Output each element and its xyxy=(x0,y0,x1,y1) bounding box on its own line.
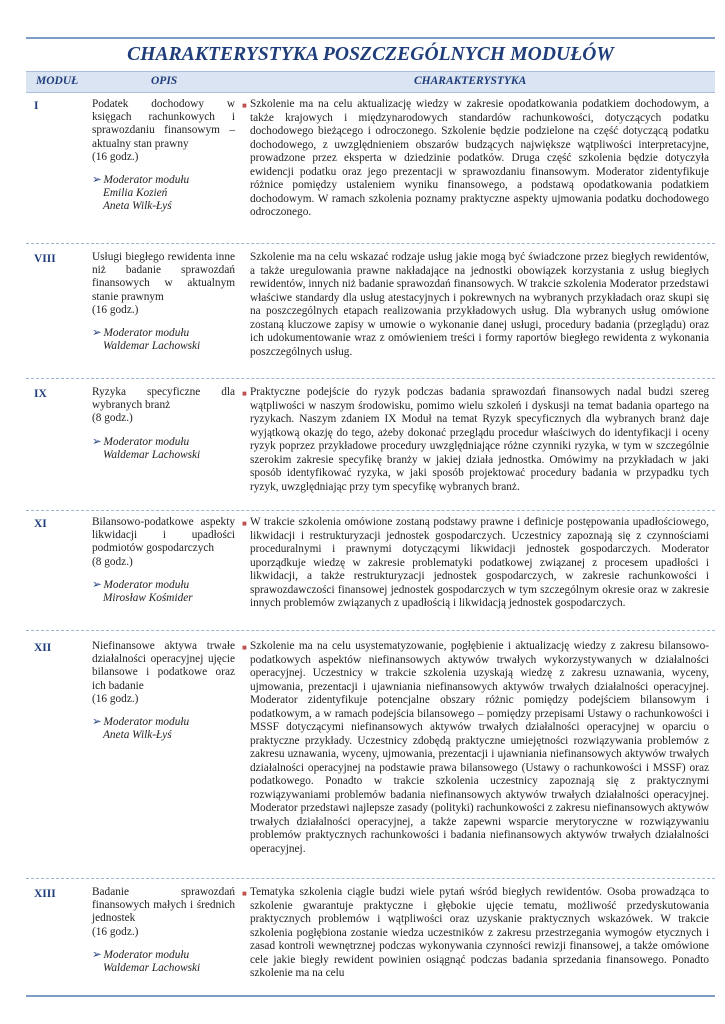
header-modul: MODUŁ xyxy=(36,75,79,87)
module-title: Niefinansowe aktywa trwałe działalności operacyjnej ujęcie bilansowe i podatkowe oraz ich badanie xyxy=(92,640,235,692)
arrow-bullet-icon: ➢ xyxy=(92,948,102,961)
module-number: XII xyxy=(34,642,52,654)
description-text: Szkolenie ma na celu usystematyzowanie, pogłębienie i aktualizację wiedzy z zakresu bilansowo-podatkowych aspektów niefinansowych aktywów trwałych wykorzystywanych w działalności operacyjnej. Uczestnicy w trakcie szkolenia uzyskają wiedzę z zakresu uznawania, wyceny, ujmowania, prezentacji i ujawniania niefinansowych aktywów trwałych działalności operacyjnej. Moderator zidentyfikuje potencjalne obszary różnic pomiędzy podejściem bilansowym i podatkowym, a w ramach podejścia bilansowego – pomiędzy przepisami Ustawy o rachunkowości i MSSF dotyczącymi niefinansowych aktywów trwałych działalności operacyjnej w oparciu o praktyczne przykłady. Uczestnicy zdobędą praktyczne umiejętności rozwiązywania problemów z zakresu uznawania, wyceny, ujmowania, prezentacji i ujawniania niefinansowych aktywów trwałych działalności operacyjnej na podstawie prawa bilansowego (Ustawy o rachunkowości i MSSF) oraz podatkowego. Ponadto w trakcie szkolenia uczestnicy zapoznają się z praktycznymi rozwiązywaniami problemów badania niefinansowych aktywów trwałych działalności operacyjnej. Moderator przedstawi najlepsze zasady (polityki) rachunkowości z zakresu niefinansowych aktywów trwałych działalności operacyjnej, a także zapewni wsparcie merytoryczne w rozwiązywaniu problemów praktycznych rachunkowości i badania niefinansowych aktywów trwałych działalności operacyjnej. xyxy=(250,640,709,855)
module-title: Podatek dochodowy w księgach rachunkowych i sprawozdaniu finansowym – aktualny stan prawny xyxy=(92,98,235,150)
module-row xyxy=(26,514,715,631)
module-title: Usługi biegłego rewidenta inne niż badanie sprawozdań finansowych w aktualnym stanie prawnym xyxy=(92,251,235,303)
description-text: Praktyczne podejście do ryzyk podczas badania sprawozdań finansowych nadal budzi szereg wątpliwości w naszym środowisku, pomimo wielu szkoleń i dyskusji na temat badania opartego na ryzykach. Naszym zdaniem IX Moduł na temat Ryzyk specyficznych dla wybranych branż daje wyjątkową okazję do tego, ażeby dokonać przeglądu procedur właściwych do identyfikacji i oceny ryzyk poprzez przykładowe procedury uwzględniające różne czynniki ryzyka, w tym w szczególnie szerokim zakresie specyfikę branży w jakiej działa jednostka. Omówimy na przykładach w jaki sposób identyfikować ryzyka, w jaki sposób projektować procedury badania w przypadku tych ryzyk, uwzględniając przy tym specyfikę wybranych branż. xyxy=(250,386,709,493)
square-bullet-icon: ■ xyxy=(242,889,247,898)
module-row xyxy=(26,249,715,379)
moderator-label: Moderator modułu xyxy=(103,174,190,187)
module-row xyxy=(26,638,715,879)
module-description xyxy=(242,98,709,220)
module-row xyxy=(26,96,715,244)
module-description xyxy=(250,251,709,359)
moderator-name: Emilia Kozień xyxy=(103,187,168,200)
description-text: Tematyka szkolenia ciągle budzi wiele pytań wśród biegłych rewidentów. Osoba prowadząca to szkolenie gwarantuje praktyczne i głębokie ujęcie tematu, możliwość przedyskutowania praktycznych problemów i wątpliwości oraz uzyskanie praktycznych wskazówek. W trakcie szkolenia pogłębiona zostanie wiedza uczestników z zakresu przestrzegania wymogów etycznych i zasad kontroli wewnętrznej podczas wykonywania czynności rewizji finansowej, a także omówione cele jakie biegły rewident powinien osiągnąć podczas badania sprzedania finansowego. Ponadto szkolenie ma na celu xyxy=(250,886,709,979)
moderator-label: Moderator modułu xyxy=(103,327,190,340)
moderator-name: Aneta Wilk-Łyś xyxy=(103,729,172,742)
description-text: Szkolenie ma na celu wskazać rodzaje usług jakie mogą być świadczone przez biegłych rewidentów, a także uregulowania prawne nakładające na jednostki obowiązek korzystania z usług biegłych rewidentów, innych niż badanie sprawozdań finansowych. W trakcie szkolenia Moderator przedstawi właściwe standardy dla usług atestacyjnych i pokrewnych na wybranych przykładach oraz skupi się na poszczególnych etapach realizowania przykładowych usług. Dla wybranych usług omówione zostaną kluczowe zapisy w umowie o wykonanie danej usługi, procedury badania (przeglądu) oraz ich udokumentowanie wraz z omówieniem treści i formy raportów biegłego rewidenta z wykonania poszczególnych usług. xyxy=(250,251,709,358)
module-opis xyxy=(92,386,235,462)
arrow-bullet-icon: ➢ xyxy=(92,174,102,187)
moderator-block xyxy=(92,174,235,214)
module-title: Ryzyka specyficzne dla wybranych branż xyxy=(92,386,235,412)
module-hours: (16 godz.) xyxy=(92,925,139,938)
module-opis xyxy=(92,516,235,605)
square-bullet-icon: ■ xyxy=(242,643,247,652)
header-opis: OPIS xyxy=(151,75,178,87)
module-number: XI xyxy=(34,518,47,530)
arrow-bullet-icon: ➢ xyxy=(92,327,102,340)
module-opis xyxy=(92,251,235,353)
top-rule xyxy=(26,37,715,39)
arrow-bullet-icon: ➢ xyxy=(92,578,102,591)
module-hours: (16 godz.) xyxy=(92,303,139,316)
moderator-block xyxy=(92,327,235,353)
square-bullet-icon: ■ xyxy=(242,101,247,110)
arrow-bullet-icon: ➢ xyxy=(92,435,102,448)
moderator-block xyxy=(92,436,235,462)
moderator-name: Waldemar Lachowski xyxy=(103,962,201,975)
moderator-label: Moderator modułu xyxy=(103,435,190,448)
arrow-bullet-icon: ➢ xyxy=(92,716,102,729)
module-number: I xyxy=(34,100,39,112)
moderator-name: Waldemar Lachowski xyxy=(103,340,201,353)
module-opis xyxy=(92,886,235,975)
moderator-name: Mirosław Kośmider xyxy=(103,592,193,605)
moderator-block xyxy=(92,949,235,975)
moderator-label: Moderator modułu xyxy=(103,948,190,961)
module-number: VIII xyxy=(34,253,56,265)
module-row xyxy=(26,384,715,511)
module-description xyxy=(242,886,709,981)
module-hours: (16 godz.) xyxy=(92,150,139,163)
module-description xyxy=(242,516,709,611)
module-opis xyxy=(92,98,235,214)
table-header xyxy=(26,71,715,93)
module-description xyxy=(242,386,709,494)
module-title: Bilansowo-podatkowe aspekty likwidacji i upadłości podmiotów gospodarczych xyxy=(92,516,235,555)
module-hours: (16 godz.) xyxy=(92,692,139,705)
square-bullet-icon: ■ xyxy=(242,519,247,528)
moderator-label: Moderator modułu xyxy=(103,716,190,729)
bottom-rule xyxy=(26,995,715,997)
page-title: CHARAKTERYSTYKA POSZCZEGÓLNYCH MODUŁÓW xyxy=(127,44,614,65)
module-number: XIII xyxy=(34,888,56,900)
moderator-label: Moderator modułu xyxy=(103,578,190,591)
module-hours: (8 godz.) xyxy=(92,412,133,425)
module-hours: (8 godz.) xyxy=(92,555,133,568)
moderator-block xyxy=(92,716,235,742)
description-text: W trakcie szkolenia omówione zostaną podstawy prawne i definicje postępowania upadłościowego, likwidacji i restrukturyzacji jednostek gospodarczych. Uczestnicy zapoznają się z czynnościami proceduralnymi i prawnymi dotyczącymi likwidacji jednostek gospodarczych. Moderator uporządkuje wiedzę w zakresie problematyki podatkowej związanej z procesem upadłości i likwidacji, a także restrukturyzacji jednostek gospodarczych, w zakresie rachunkowości i sprawozdawczości finansowej jednostek gospodarczych w tym szczególnym okresie oraz w zakresie innych problemów związanych z upadłością i likwidacją jednostek gospodarczych. xyxy=(250,516,709,609)
module-description xyxy=(242,640,709,856)
moderator-name: Waldemar Lachowski xyxy=(103,448,201,461)
moderator-name: Aneta Wilk-Łyś xyxy=(103,200,172,213)
header-charakterystyka: CHARAKTERYSTYKA xyxy=(414,75,527,87)
description-text: Szkolenie ma na celu aktualizację wiedzy w zakresie opodatkowania podatkiem dochodowym, a także krajowych i międzynarodowych standardów rachunkowości, dotyczących podatku dochodowego bieżącego i odroczonego. Szkolenie będzie podzielone na część dotyczącą podatku dochodowego, z uwzględnieniem obszarów budzących największe wątpliwości interpretacyjne, prowadzone przez eksperta w dziedzinie podatków. Druga część szkolenia będzie dotyczyła ewidencji podatku oraz jego prezentacji w sprawozdaniu finansowym. Moderator zidentyfikuje różnice pomiędzy ustaleniem wyniku finansowego, a podstawą opodatkowania podatkiem dochodowym. W ramach szkolenia poznamy praktyczne aspekty ujmowania podatku dochodowego odroczonego. xyxy=(250,98,709,218)
module-title: Badanie sprawozdań finansowych małych i średnich jednostek xyxy=(92,886,235,925)
module-number: IX xyxy=(34,388,47,400)
moderator-block xyxy=(92,579,235,605)
square-bullet-icon: ■ xyxy=(242,389,247,398)
module-opis xyxy=(92,640,235,742)
module-row xyxy=(26,884,715,992)
